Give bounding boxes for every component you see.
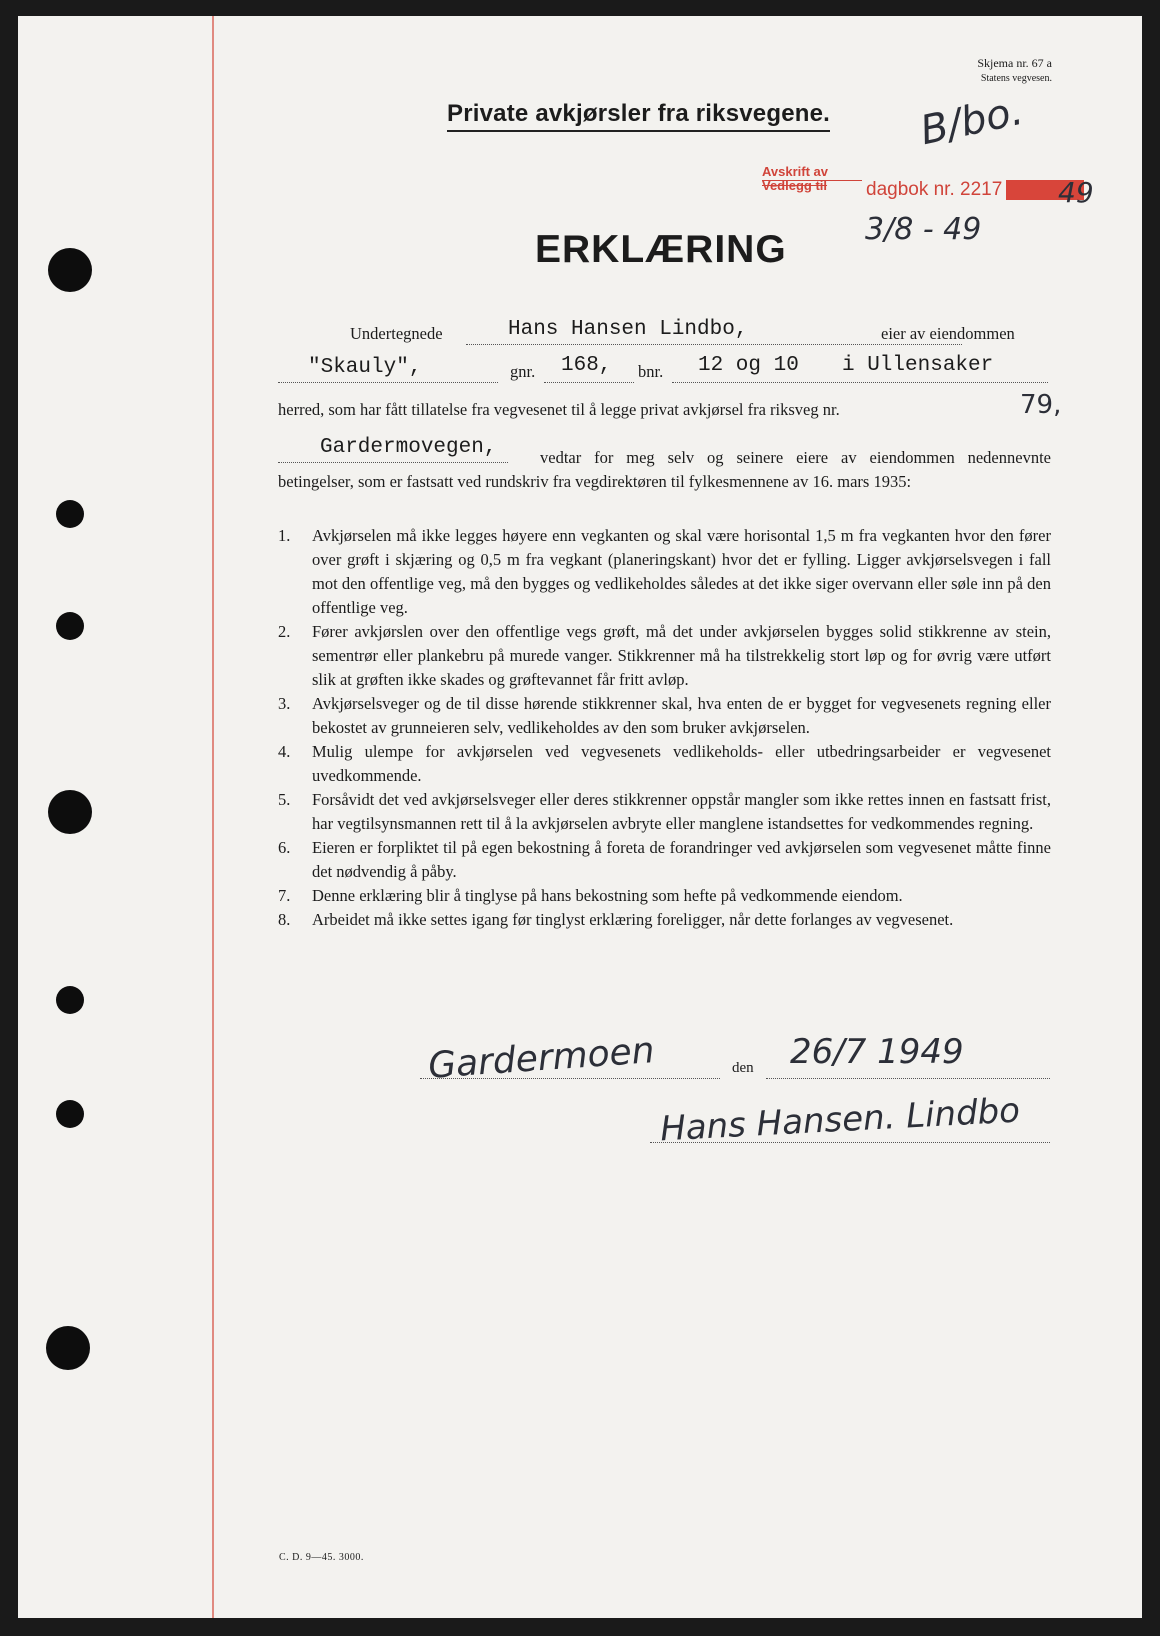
print-code: C. D. 9—45. 3000. bbox=[279, 1552, 364, 1563]
condition-number: 7. bbox=[278, 886, 291, 905]
den-label: den bbox=[732, 1060, 754, 1076]
daybook-label: dagbok nr. bbox=[866, 179, 955, 200]
fill-line bbox=[420, 1078, 720, 1079]
owner-of-label: eier av eiendommen bbox=[881, 324, 1015, 343]
road-number-field: 79, bbox=[1020, 390, 1062, 420]
daybook-stamp bbox=[762, 164, 1003, 200]
condition-text: Denne erklæring blir å tinglyse på hans bekostning som hefte på vedkommende eiendom. bbox=[312, 886, 903, 905]
punch-hole bbox=[48, 248, 92, 292]
condition-item bbox=[278, 740, 1051, 788]
bnr-field: 12 og 10 bbox=[698, 354, 799, 377]
condition-text: Forsåvidt det ved avkjørselsveger eller deres stikkrenner oppstår mangler som ikke rettes innen en fastsatt frist, har vegtilsynsmannen rett til å la avkjørselen avbryte eller manglene istandsettes for vedkommendes regning. bbox=[312, 790, 1051, 833]
signature-date: 26/7 1949 bbox=[790, 1032, 964, 1072]
property-name-field: "Skauly", bbox=[308, 356, 422, 379]
condition-text: Avkjørselsveger og de til disse hørende stikkrenner skal, hva enten de er bygget for vegvesenets regning eller bekostet av grunneieren selv, vedlikeholdes av den som bruker avkjørselen. bbox=[312, 694, 1051, 737]
fill-line bbox=[466, 344, 962, 345]
fill-line bbox=[672, 382, 1048, 383]
condition-item bbox=[278, 524, 1051, 620]
condition-item bbox=[278, 788, 1051, 836]
punch-hole bbox=[56, 1100, 84, 1128]
condition-text: Arbeidet må ikke settes igang før tinglyst erklæring foreligger, når dette forlanges av vegvesenet. bbox=[312, 910, 954, 929]
conditions-list bbox=[278, 524, 1051, 932]
condition-number: 8. bbox=[278, 910, 291, 929]
form-number: Skjema nr. 67 a bbox=[977, 56, 1052, 70]
undersigned-label: Undertegnede bbox=[350, 324, 443, 343]
document-heading: Private avkjørsler fra riksvegene. bbox=[447, 100, 830, 132]
stamp-daybook bbox=[866, 179, 1084, 201]
condition-item bbox=[278, 908, 1051, 932]
condition-number: 6. bbox=[278, 838, 291, 857]
owner-signature: Hans Hansen. Lindbo bbox=[659, 1090, 1021, 1150]
condition-number: 5. bbox=[278, 790, 291, 809]
condition-text: Avkjørselen må ikke legges høyere enn vegkanten og skal være horisontal 1,5 m fra vegkanten hvor den fører over grøft i skjæring og 0,5 m fra vegkant (planeringskant) hvor det er fylling. Ligger avkjørselsvegen i fall mot den offentlige veg, må den bygges og vedlikeholdes således at det ikke siger overvann eller søle inn på den offentlige veg. bbox=[312, 526, 1051, 617]
punch-hole bbox=[56, 612, 84, 640]
form-issuer: Statens vegvesen. bbox=[980, 73, 1052, 84]
condition-number: 3. bbox=[278, 694, 291, 713]
condition-item bbox=[278, 692, 1051, 740]
condition-item bbox=[278, 884, 1051, 908]
intro-paragraph: vedtar for meg selv og seinere eiere av eiendommen nedennevnte betingelser, som er fastsatt ved rundskriv fra vegdirektøren til fylkesmennene av 16. mars 1935: bbox=[278, 448, 1051, 491]
bnr-label: bnr. bbox=[638, 362, 664, 381]
condition-text: Eieren er forpliktet til på egen bekostning å foreta de forandringer ved avkjørselen som vegvesenet måtte finne det nødvendig å påby. bbox=[312, 838, 1051, 881]
condition-item bbox=[278, 620, 1051, 692]
document-title: ERKLÆRING bbox=[535, 228, 787, 271]
owner-name-field: Hans Hansen Lindbo, bbox=[508, 318, 748, 341]
form-identifier bbox=[977, 55, 1052, 87]
owner-row bbox=[278, 318, 1048, 348]
handwritten-year: 49 bbox=[1058, 176, 1094, 209]
condition-item bbox=[278, 836, 1051, 884]
permit-text: herred, som har fått tillatelse fra vegvesenet til å legge privat avkjørsel fra riksveg nr. bbox=[278, 400, 840, 419]
property-row bbox=[278, 356, 1048, 386]
municipality-field: i Ullensaker bbox=[842, 354, 994, 377]
condition-number: 4. bbox=[278, 742, 291, 761]
stamp-copy-label: Avskrift av bbox=[762, 164, 828, 179]
stamp-divider bbox=[762, 180, 862, 181]
punch-hole bbox=[48, 790, 92, 834]
daybook-number: 2217 bbox=[960, 179, 1003, 200]
gnr-label: gnr. bbox=[510, 362, 536, 381]
margin-line bbox=[212, 16, 214, 1618]
fill-line bbox=[766, 1078, 1050, 1079]
punch-hole bbox=[46, 1326, 90, 1370]
fill-line bbox=[544, 382, 634, 383]
stamp-attachment-label: Vedlegg til bbox=[762, 178, 828, 193]
road-name-field: Gardermovegen, bbox=[320, 436, 497, 459]
condition-number: 1. bbox=[278, 526, 291, 545]
punch-hole bbox=[56, 986, 84, 1014]
punch-hole bbox=[56, 500, 84, 528]
condition-text: Mulig ulempe for avkjørselen ved vegvesenets vedlikeholds- eller utbedringsarbeider er vegvesenet uvedkommende. bbox=[312, 742, 1051, 785]
fill-line bbox=[278, 382, 498, 383]
condition-text: Fører avkjørslen over den offentlige vegs grøft, må det under avkjørselen bygges solid stikkrenne av stein, sementrør eller plankebru på murede vanger. Stikkrenner må ha tilstrekkelig stort løp og for øvrig være utført slik at grøften ikke skades og grøftevannet får fritt avløp. bbox=[312, 622, 1051, 689]
permit-row bbox=[278, 390, 1078, 426]
condition-number: 2. bbox=[278, 622, 291, 641]
handwritten-initials: B/bo. bbox=[916, 87, 1028, 155]
gnr-field: 168, bbox=[561, 354, 612, 377]
signature-place: Gardermoen bbox=[426, 1030, 656, 1087]
signature-block bbox=[420, 1030, 1050, 1158]
handwritten-received-date: 3/8 - 49 bbox=[865, 212, 982, 247]
